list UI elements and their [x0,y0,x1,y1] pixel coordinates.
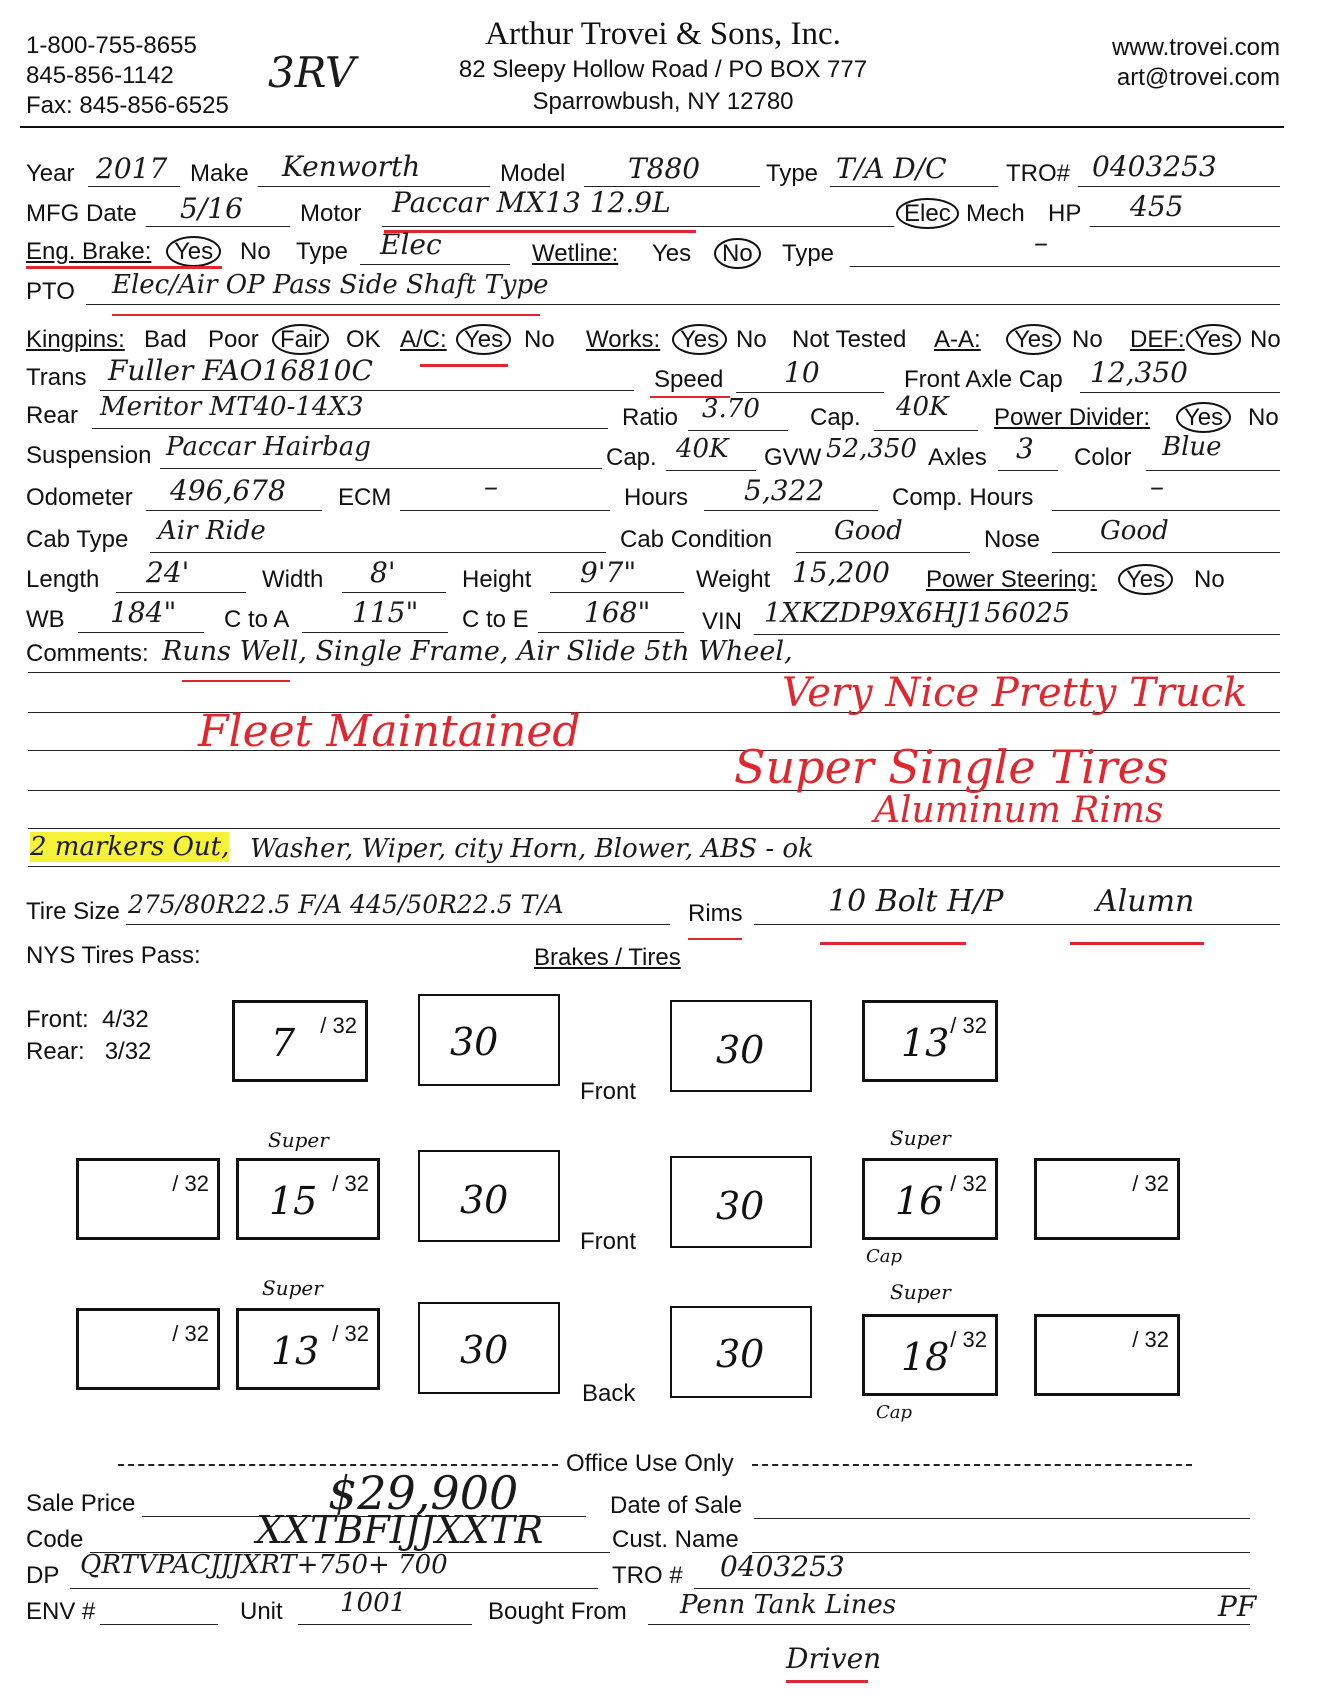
stock-mark: 3RV [268,48,356,97]
back-axle-label: Back [582,1380,636,1407]
wb-label: WB [26,606,65,633]
cab-condition-value: Good [834,516,903,546]
c-to-a-label: C to A [224,606,290,633]
power-divider-no: No [1248,404,1279,431]
front-axle-1-label: Front [580,1078,637,1105]
hp-value: 455 [1130,190,1184,223]
sale-price-value: $29,900 [328,1466,519,1520]
date-of-sale-label: Date of Sale [610,1492,743,1519]
comment-line-1: Runs Well, Single Frame, Air Slide 5th Wheel, [162,636,793,667]
def-no: No [1250,326,1281,353]
pto-value: Elec/Air OP Pass Side Shaft Type [112,270,549,300]
mfg-date-label: MFG Date [26,200,137,227]
kingpins-bad: Bad [144,326,187,353]
year-value: 2017 [96,152,168,185]
kingpins-poor: Poor [208,326,259,353]
tire-row3-left: / 32 13 [236,1308,380,1390]
dp-value: QRTVPACJJJXRT+750+ 700 [80,1550,448,1580]
works-label: Works: [586,326,661,353]
color-value: Blue [1162,432,1222,462]
tire-row2-right-sub: Cap [866,1246,903,1267]
rims-label: Rims [688,900,743,927]
rear-value: Meritor MT40-14X3 [100,392,364,422]
front-axle-2-label: Front [580,1228,637,1255]
wetline-type-value: – [1034,226,1048,259]
tire-row3-right: / 32 18 [862,1314,998,1396]
wetline-type-label: Type [782,240,835,267]
length-value: 24' [146,556,190,589]
rims-value: 10 Bolt H/P [828,884,1004,919]
trans-value: Fuller FAO16810C [108,354,373,387]
ac-no: No [524,326,555,353]
ecm-label: ECM [338,484,392,511]
cust-name-label: Cust. Name [612,1526,739,1553]
tro-label: TRO# [1006,160,1071,187]
tire-row2-right: / 32 16 [862,1158,998,1240]
tire-row2-right-note: Super [890,1126,951,1150]
code-label: Code [26,1526,84,1553]
cab-type-value: Air Ride [158,516,266,546]
tro-value: 0403253 [1092,150,1217,183]
tire-row2-outer-right: / 32 [1034,1158,1180,1240]
company-address-2: Sparrowbush, NY 12780 [532,88,794,115]
pto-label: PTO [26,278,75,305]
driven-value: Driven [786,1642,882,1675]
suspension-label: Suspension [26,442,152,469]
c-to-e-label: C to E [462,606,529,633]
brakes-tires-label: Brakes / Tires [534,944,681,971]
company-address-1: 82 Sleepy Hollow Road / PO BOX 777 [458,56,868,83]
tire-size-value: 275/80R22.5 F/A 445/50R22.5 T/A [128,890,564,919]
aa-no: No [1072,326,1103,353]
tro-office-value: 0403253 [720,1550,845,1583]
tire-row1-right: / 32 13 [862,1000,998,1082]
hp-label: HP [1048,200,1082,227]
comment-red-1: Very Nice Pretty Truck [782,670,1248,716]
company-email: art@trovei.com [1116,64,1280,91]
company-website: www.trovei.com [1111,34,1280,61]
vin-value: 1XKZDP9X6HJ156025 [764,598,1071,629]
susp-cap-label: Cap. [606,444,657,471]
year-label: Year [26,160,75,187]
mech-option: Mech [966,200,1025,227]
comment-red-3: Super Single Tires [734,740,1169,794]
aa-yes: Yes [1006,326,1061,354]
tire-row3-outer-right: / 32 [1034,1314,1180,1396]
header-divider [20,126,1284,128]
cab-condition-label: Cab Condition [620,526,773,553]
width-value: 8' [370,556,396,589]
eng-brake-type-label: Type [296,238,349,265]
sale-price-label: Sale Price [26,1490,136,1517]
power-steering-no: No [1194,566,1225,593]
tro-office-label: TRO # [612,1562,683,1589]
gvw-label: GVW [764,444,822,471]
wetline-label: Wetline: [532,240,619,267]
env-label: ENV # [26,1598,96,1625]
hours-value: 5,322 [744,474,825,507]
speed-value: 10 [784,356,820,389]
company-name: Arthur Trovei & Sons, Inc. [485,16,841,52]
unit-value: 1001 [340,1588,407,1618]
ac-yes: Yes [456,326,511,354]
trans-label: Trans [26,364,87,391]
brake-row1-right: 30 [670,1000,812,1092]
make-value: Kenworth [282,150,421,183]
make-label: Make [190,160,249,187]
rear-label: Rear [26,402,79,429]
nys-tires-label: NYS Tires Pass: [26,942,201,969]
motor-label: Motor [300,200,362,227]
def-yes: Yes [1186,326,1241,354]
rims-value-2: Alumn [1096,884,1195,919]
tire-row3-right-sub: Cap [876,1402,913,1423]
height-label: Height [462,566,532,593]
comment-line-last: Washer, Wiper, city Horn, Blower, ABS - ok [250,834,814,864]
c-to-e-value: 168" [584,596,651,629]
comment-red-2: Fleet Maintained [198,706,581,757]
front-axle-cap-label: Front Axle Cap [904,366,1063,393]
works-not-tested: Not Tested [792,326,907,353]
type-label: Type [766,160,819,187]
speed-label: Speed [654,366,724,393]
initials-value: PF [1218,1590,1257,1623]
wetline-no: No [714,240,761,268]
power-divider-yes: Yes [1176,404,1231,432]
motor-value: Paccar MX13 12.9L [392,186,671,219]
brake-row1-left: 30 [418,994,560,1086]
comment-highlight: 2 markers Out, [30,832,230,862]
bought-from-value: Penn Tank Lines [680,1590,897,1620]
height-value: 9'7" [580,556,637,589]
bought-from-label: Bought From [488,1598,627,1625]
odometer-value: 496,678 [170,474,286,507]
axles-label: Axles [928,444,987,471]
length-label: Length [26,566,100,593]
ac-label: A/C: [400,326,447,353]
kingpins-fair: Fair [272,326,329,354]
comment-red-4: Aluminum Rims [874,790,1164,831]
hours-label: Hours [624,484,689,511]
code-value: XXTBFIJJXXTR [256,1508,544,1552]
susp-cap-value: 40K [676,434,729,464]
vin-label: VIN [702,608,743,635]
works-yes: Yes [672,326,727,354]
comments-label: Comments: [26,640,149,667]
elec-option: Elec [896,200,959,228]
wetline-yes: Yes [652,240,692,267]
brake-row3-right: 30 [670,1306,812,1398]
type-value: T/A D/C [836,152,947,185]
tire-size-label: Tire Size [26,898,120,925]
wb-value: 184" [110,596,177,629]
power-divider-label: Power Divider: [994,404,1151,431]
brake-row2-right: 30 [670,1156,812,1248]
weight-label: Weight [696,566,771,593]
kingpins-label: Kingpins: [26,326,125,353]
tire-row3-right-note: Super [890,1280,951,1304]
width-label: Width [262,566,324,593]
tire-row2-left-note: Super [268,1128,329,1152]
ratio-label: Ratio [622,404,679,431]
tire-row3-outer-left: / 32 [76,1308,220,1390]
model-label: Model [500,160,566,187]
power-steering-label: Power Steering: [926,566,1097,593]
eng-brake-yes: Yes [166,238,221,266]
weight-value: 15,200 [792,556,890,589]
phone-local: 845-856-1142 [26,62,174,89]
def-label: DEF: [1130,326,1185,353]
ecm-value: – [484,470,498,503]
comp-hours-label: Comp. Hours [892,484,1034,511]
suspension-value: Paccar Hairbag [166,432,371,462]
mfg-date-value: 5/16 [180,192,243,225]
phone-tollfree: 1-800-755-8655 [26,32,197,59]
nose-value: Good [1100,516,1169,546]
axles-value: 3 [1016,432,1034,465]
office-use-label: Office Use Only [566,1450,734,1477]
rear-cap-value: 40K [896,392,949,422]
front-requirement: Front: 4/32 [26,1006,149,1033]
comp-hours-value: – [1150,470,1164,503]
power-steering-yes: Yes [1118,566,1173,594]
nose-label: Nose [984,526,1041,553]
rear-cap-label: Cap. [810,404,861,431]
color-label: Color [1074,444,1132,471]
tire-row2-left: / 32 15 [236,1158,380,1240]
works-no: No [736,326,767,353]
model-value: T880 [628,152,701,185]
eng-brake-no: No [240,238,271,265]
brake-row3-left: 30 [418,1302,560,1394]
unit-label: Unit [240,1598,283,1625]
cab-type-label: Cab Type [26,526,129,553]
gvw-value: 52,350 [826,434,917,464]
eng-brake-type-value: Elec [380,228,442,261]
front-axle-cap-value: 12,350 [1090,356,1188,389]
ratio-value: 3.70 [702,394,760,424]
tire-row2-outer-left: / 32 [76,1158,220,1240]
odometer-label: Odometer [26,484,133,511]
tire-row1-left: / 32 7 [232,1000,368,1082]
brake-row2-left: 30 [418,1150,560,1242]
dp-label: DP [26,1562,60,1589]
c-to-a-value: 115" [352,596,419,629]
rear-requirement: Rear: 3/32 [26,1038,152,1065]
eng-brake-label: Eng. Brake: [26,238,152,265]
kingpins-ok: OK [346,326,381,353]
fax-number: Fax: 845-856-6525 [26,92,229,119]
tire-row3-left-note: Super [262,1276,323,1300]
aa-label: A-A: [934,326,981,353]
